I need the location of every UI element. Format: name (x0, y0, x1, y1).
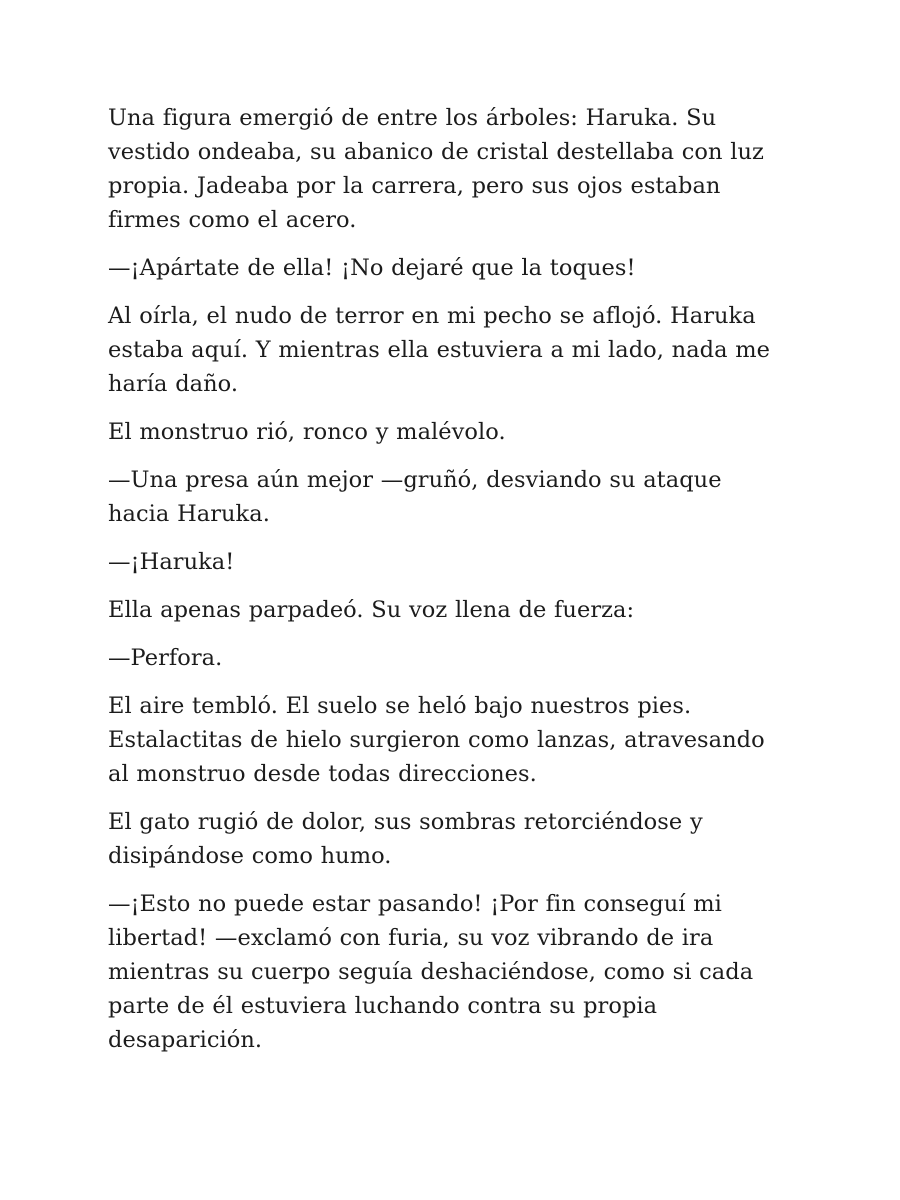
paragraph: —¡Esto no puede estar pasando! ¡Por fin conseguí mi libertad! —exclamó con furia, su voz vibrando de ira mientras su cuerpo seguía deshaciéndose, como si cada parte de él estuviera luchando contra su propia desaparición. (108, 891, 754, 1053)
paragraph: —Una presa aún mejor —gruñó, desviando su ataque hacia Haruka. (108, 467, 722, 527)
paragraph: —¡Apártate de ella! ¡No dejaré que la toques! (108, 255, 636, 281)
paragraph: —¡Haruka! (108, 549, 235, 575)
paragraph: —Perfora. (108, 645, 223, 671)
paragraph: El aire tembló. El suelo se heló bajo nuestros pies. Estalactitas de hielo surgieron como lanzas, atravesando al monstruo desde todas direcciones. (108, 693, 765, 787)
page-body (108, 101, 788, 1071)
paragraph: Una figura emergió de entre los árboles: Haruka. Su vestido ondeaba, su abanico de cristal destellaba con luz propia. Jadeaba por la carrera, pero sus ojos estaban firmes como el acero. (108, 105, 764, 233)
paragraph: El monstruo rió, ronco y malévolo. (108, 419, 506, 445)
paragraph: Ella apenas parpadeó. Su voz llena de fuerza: (108, 597, 635, 623)
paragraph: El gato rugió de dolor, sus sombras retorciéndose y disipándose como humo. (108, 809, 703, 869)
paragraph: Al oírla, el nudo de terror en mi pecho se aflojó. Haruka estaba aquí. Y mientras ella estuviera a mi lado, nada me haría daño. (108, 303, 771, 397)
